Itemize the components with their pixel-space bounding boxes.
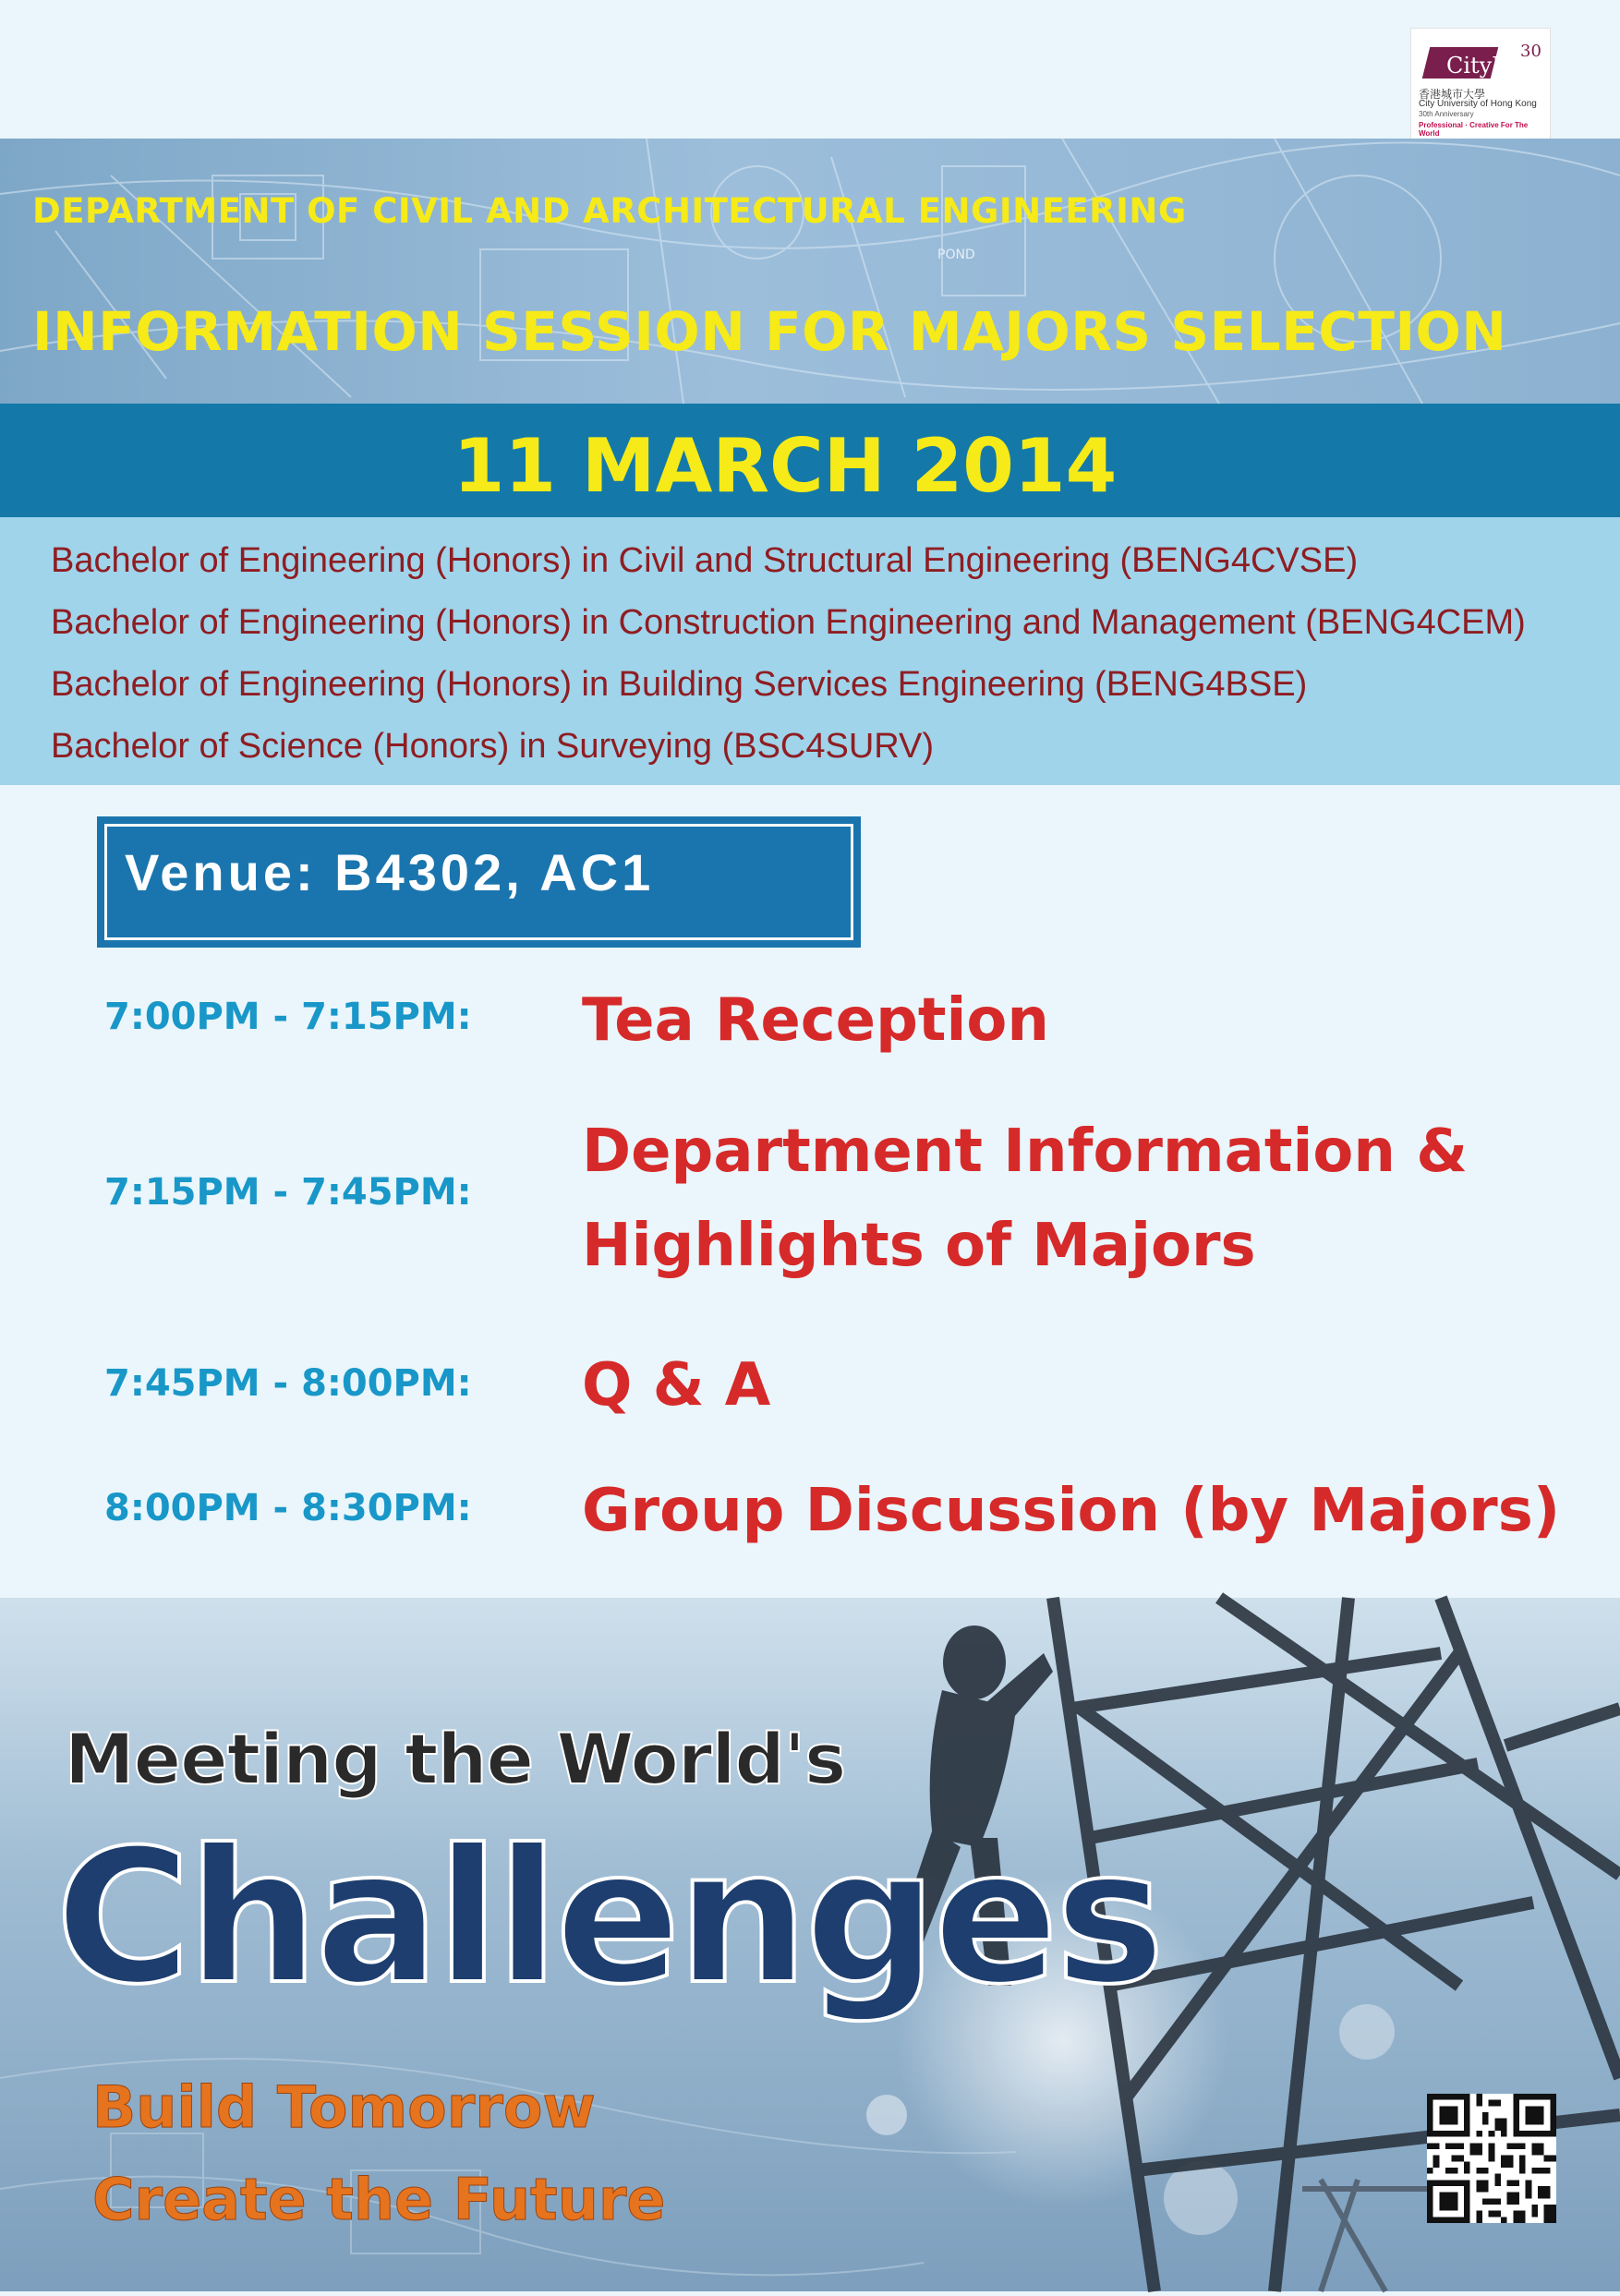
programme-item: Bachelor of Engineering (Honors) in Building Services Engineering (BENG4BSE) — [51, 665, 1308, 704]
logo-brand: CityU — [1446, 53, 1511, 79]
schedule-time: 8:00PM - 8:30PM: — [104, 1487, 472, 1529]
header-banner — [0, 139, 1620, 404]
schedule-activity: Tea Reception — [582, 986, 1049, 1055]
programme-item: Bachelor of Engineering (Honors) in Construction Engineering and Management (BENG4CEM) — [51, 603, 1526, 642]
map-label-pond: POND — [937, 248, 975, 262]
schedule-time: 7:45PM - 8:00PM: — [104, 1362, 472, 1405]
schedule-activity: Q & A — [582, 1351, 771, 1420]
logo-chinese-name: 香港城市大學 — [1419, 88, 1486, 101]
headline-meeting: Meeting the World's — [65, 1718, 846, 1800]
logo-english-name: City University of Hong Kong — [1419, 99, 1537, 109]
schedule-activity: Highlights of Majors — [582, 1212, 1256, 1280]
qr-code-icon — [1427, 2094, 1556, 2223]
cityu-logo — [1410, 28, 1551, 140]
schedule-time: 7:15PM - 7:45PM: — [104, 1171, 472, 1214]
programme-item: Bachelor of Engineering (Honors) in Civil and Structural Engineering (BENG4CVSE) — [51, 541, 1359, 580]
schedule-time: 7:00PM - 7:15PM: — [104, 996, 472, 1038]
programme-list — [0, 517, 1620, 785]
logo-anniversary: 30th Anniversary — [1419, 110, 1474, 118]
schedule-activity: Group Discussion (by Majors) — [582, 1477, 1561, 1545]
logo-superscript: 30 — [1520, 42, 1541, 61]
tagline-build-tomorrow: Build Tomorrow — [92, 2073, 596, 2141]
headline-challenges: Challenges — [55, 1810, 1162, 2025]
tagline-create-future: Create the Future — [92, 2166, 666, 2233]
event-date: 11 MARCH 2014 — [453, 423, 1118, 509]
department-title: DEPARTMENT OF CIVIL AND ARCHITECTURAL ENGINEERING — [32, 191, 1187, 231]
programme-item: Bachelor of Science (Honors) in Surveying (BSC4SURV) — [51, 727, 935, 766]
blueprint-background — [0, 139, 1620, 404]
session-title: INFORMATION SESSION FOR MAJORS SELECTION — [32, 300, 1507, 363]
schedule-activity: Department Information & — [582, 1118, 1468, 1186]
logo-slogan: Professional · Creative For The World — [1419, 121, 1529, 138]
venue-label: Venue: B4302, AC1 — [125, 843, 655, 901]
